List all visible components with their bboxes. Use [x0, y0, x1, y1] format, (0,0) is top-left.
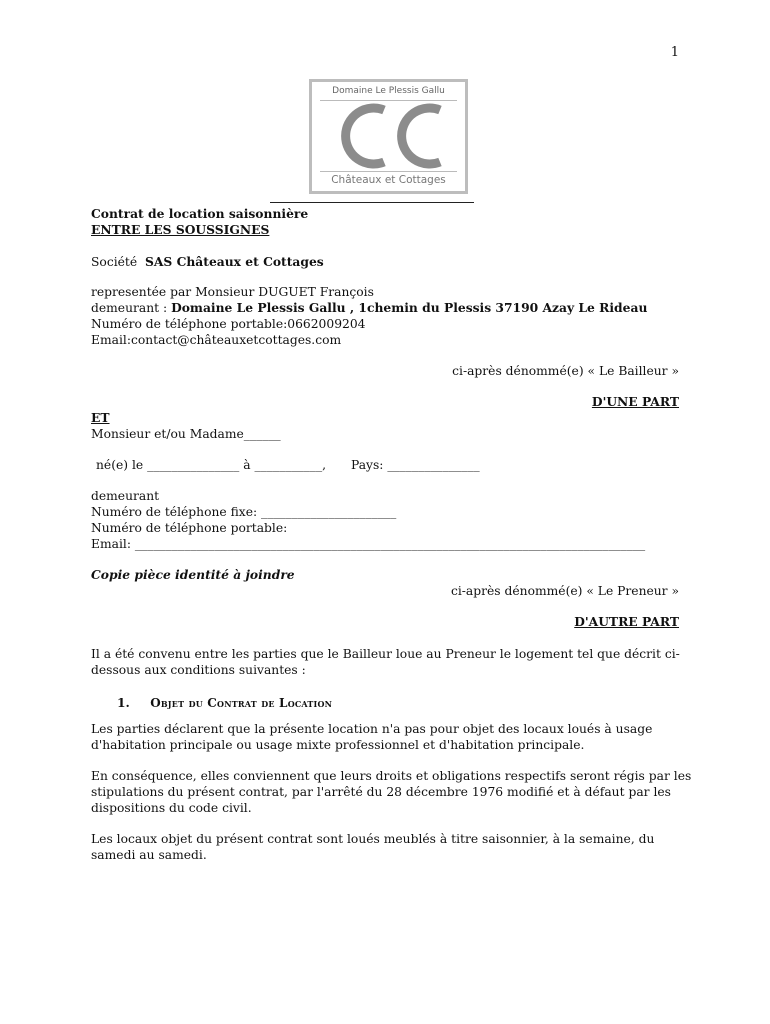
bailleur-address — [91, 300, 647, 316]
paragraph-3-line-2: samedi au samedi. — [91, 848, 207, 862]
paragraph-1-line-1: Les parties déclarent que la présente location n'a pas pour objet des locaux loués à usage — [91, 722, 653, 736]
bailleur-phone: Numéro de téléphone portable:0662009204 — [91, 317, 366, 331]
preneur-name-field: Monsieur et/ou Madame______ — [91, 427, 281, 441]
section-1-heading — [117, 692, 332, 711]
section-title: Objet du Contrat de Location — [150, 696, 333, 710]
address-value: Domaine Le Plessis Gallu , 1chemin du Plessis 37190 Azay Le Rideau — [171, 300, 648, 315]
id-copy-note: Copie pièce identité à joindre — [91, 567, 295, 582]
logo-top-text: Domaine Le Plessis Gallu — [332, 86, 445, 96]
represented-by: representée par Monsieur DUGUET François — [91, 285, 374, 299]
preneur-country-field: Pays: _______________ — [351, 458, 480, 472]
parties-heading: ENTRE LES SOUSSIGNES — [91, 222, 270, 237]
autre-part-label: D'AUTRE PART — [574, 614, 679, 629]
header-rule — [270, 202, 474, 203]
societe-label: Société — [91, 255, 138, 269]
logo-cc-mark-icon — [322, 102, 455, 170]
logo-divider — [320, 100, 457, 101]
intro-line-1: Il a été convenu entre les parties que le Bailleur loue au Preneur le logement tel que décrit ci- — [91, 647, 680, 661]
paragraph-2-line-2: stipulations du présent contrat, par l'arrêté du 28 décembre 1976 modifié et à défaut par les — [91, 785, 671, 799]
preneur-address-label: demeurant — [91, 489, 160, 503]
intro-line-2: dessous aux conditions suivantes : — [91, 663, 306, 677]
preneur-email-field: Email: ___________________________________________________________________________________ — [91, 537, 646, 551]
societe-name: SAS Châteaux et Cottages — [144, 254, 324, 269]
paragraph-2-line-3: dispositions du code civil. — [91, 801, 252, 815]
paragraph-1-line-2: d'habitation principale ou usage mixte professionnel et d'habitation principale. — [91, 738, 585, 752]
company-logo — [309, 79, 468, 194]
preneur-designation: ci-après dénommé(e) « Le Preneur » — [450, 584, 679, 598]
preneur-phone-fixe: Numéro de téléphone fixe: ______________________ — [91, 505, 397, 519]
logo-divider — [320, 171, 457, 172]
address-label: demeurant : — [91, 301, 168, 315]
preneur-phone-portable: Numéro de téléphone portable: — [91, 521, 288, 535]
bailleur-email: Email:contact@châteauxetcottages.com — [91, 333, 342, 347]
preneur-birth-field: né(e) le _______________ à ___________, — [96, 458, 327, 472]
et-label: ET — [91, 410, 110, 425]
document-title: Contrat de location saisonnière — [91, 206, 309, 221]
une-part-label: D'UNE PART — [591, 394, 679, 409]
societe-line — [91, 254, 324, 270]
paragraph-2-line-1: En conséquence, elles conviennent que leurs droits et obligations respectifs seront régis par les — [91, 769, 692, 783]
paragraph-3-line-1: Les locaux objet du présent contrat sont loués meublés à titre saisonnier, à la semaine, du — [91, 832, 655, 846]
bailleur-designation: ci-après dénommé(e) « Le Bailleur » — [452, 364, 679, 378]
page-number: 1 — [670, 45, 679, 60]
logo-bottom-text: Châteaux et Cottages — [331, 174, 446, 186]
section-number: 1. — [117, 695, 130, 710]
